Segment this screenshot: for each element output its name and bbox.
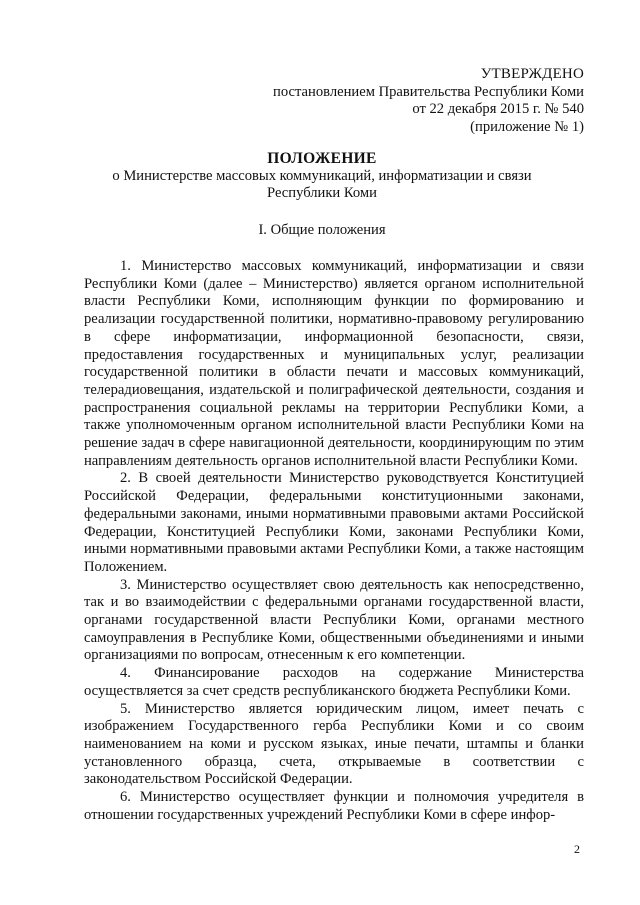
- paragraph-4: 4. Финансирование расходов на содержание Министерства осуществляется за счет средств республиканского бюджета Республики Коми.: [84, 665, 584, 699]
- approval-date: от 22 декабря 2015 г. № 540: [412, 101, 584, 117]
- document-subtitle-line2: Республики Коми: [267, 185, 377, 201]
- document-title: ПОЛОЖЕНИЕ: [267, 150, 377, 167]
- paragraph-6: 6. Министерство осуществляет функции и полномочия учредителя в отношении государственных учреждений Республики Коми в сфере инфор-: [84, 789, 584, 823]
- approval-decree: постановлением Правительства Республики Коми: [273, 83, 584, 100]
- paragraph-1: 1. Министерство массовых коммуникаций, информатизации и связи Республики Коми (далее – Министерство) является органом исполнительной власти Республики Коми, исполняющим функции по формированию и реализации государственной политики, нормативно-правовому регулированию в сфере информатизации, информационной безопасности, связи, предоставления государственных и муниципальных услуг, реализации государственной политики в области печати и массовых коммуникаций, телерадиовещания, издательской и полиграфической деятельности, создания и распространения социальной рекламы на территории Республики Коми, а также уполномоченным органом исполнительной власти Республики Коми на решение задач в сфере навигационной деятельности, координирующим по этим направлениям деятельность органов исполнительной власти Республики Коми.: [84, 258, 584, 469]
- paragraph-5: 5. Министерство является юридическим лицом, имеет печать с изображением Государственного герба Республики Коми и со своим наименованием на коми и русском языках, иные печати, штампы и бланки установленного образца, счета, открываемые в соответствии с законодательством Российской Федерации.: [84, 700, 584, 788]
- approval-stamp: [273, 66, 584, 136]
- approved-label: УТВЕРЖДЕНО: [480, 66, 584, 82]
- paragraph-3: 3. Министерство осуществляет свою деятельность как непосредственно, так и во взаимодействии с федеральными органами государственной власти, органами государственной власти Республики Коми, органами местного самоуправления в Республике Коми, общественными объединениями и иными организациями по вопросам, отнесенным к его компетенции.: [84, 576, 584, 664]
- document-subtitle-line1: о Министерстве массовых коммуникаций, информатизации и связи: [112, 167, 532, 184]
- document-body: [84, 258, 584, 825]
- document-title-block: [60, 150, 584, 203]
- section-title: I. Общие положения: [258, 222, 386, 238]
- approval-appendix: (приложение № 1): [470, 118, 584, 135]
- paragraph-2: 2. В своей деятельности Министерство руководствуется Конституцией Российской Федерации, федеральными конституционными законами, федеральными законами, иными нормативными правовыми актами Российской Федерации, Конституцией Республики Коми, законами Республики Коми, иными нормативными правовыми актами Республики Коми, а также настоящим Положением.: [84, 470, 584, 575]
- page-number: 2: [574, 842, 580, 856]
